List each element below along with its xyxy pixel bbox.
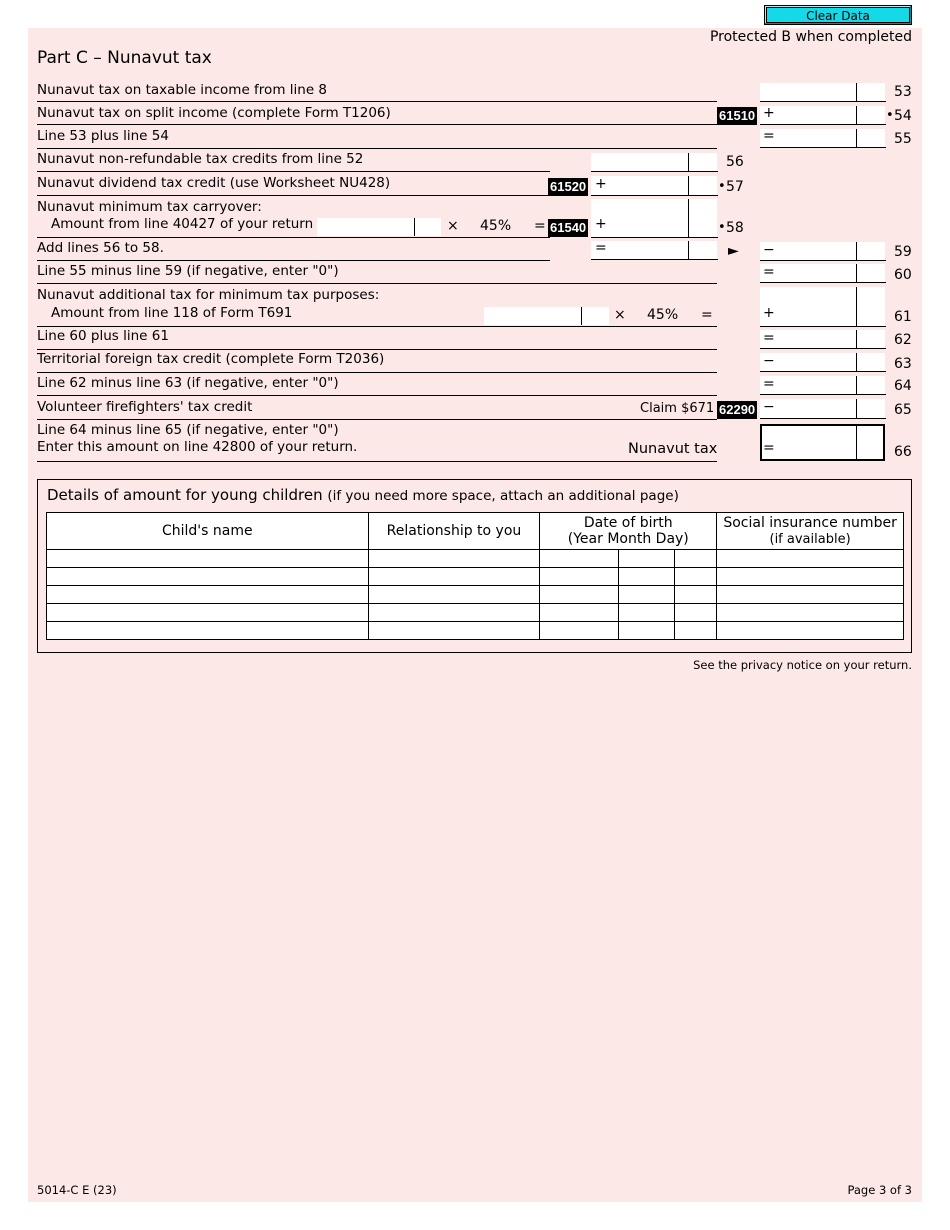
line-56-label: Nunavut non-refundable tax credits from line 52 [37, 151, 364, 167]
dob-year-cell[interactable] [540, 550, 619, 568]
line-57-label: Nunavut dividend tax credit (use Worksheet NU428) [37, 175, 391, 191]
line-54-field[interactable] [760, 106, 885, 124]
line-66-field[interactable] [760, 424, 885, 461]
line-64-op: = [763, 376, 775, 392]
line-55-label: Line 53 plus line 54 [37, 128, 169, 144]
child-name-cell[interactable] [47, 622, 369, 640]
line-66-label-2: Enter this amount on line 42800 of your return. [37, 439, 358, 455]
line-55-field[interactable] [760, 129, 885, 147]
line-64-field[interactable] [760, 376, 885, 394]
line-61-number: 61 [894, 309, 912, 325]
line-65-op: − [763, 399, 775, 415]
dob-year-cell[interactable] [540, 568, 619, 586]
line-58-op: + [595, 216, 607, 232]
line-54-code: 61510 [719, 108, 756, 123]
line-53-rule [37, 101, 717, 102]
line-65-number: 65 [894, 402, 912, 418]
young-children-table [46, 512, 904, 640]
line-61-op: + [763, 305, 775, 321]
line-62-op: = [763, 330, 775, 346]
line-62-field[interactable] [760, 330, 885, 348]
line-62-number: 62 [894, 332, 912, 348]
line-57-op: + [595, 176, 607, 192]
line-56-number: 56 [726, 154, 744, 170]
line-61-field[interactable] [760, 287, 885, 326]
line-58-label-1: Nunavut minimum tax carryover: [37, 199, 262, 215]
line-65-code: 62290 [719, 402, 756, 417]
young-children-section [37, 479, 912, 653]
line-63-field[interactable] [760, 353, 885, 371]
sin-cell[interactable] [717, 568, 904, 586]
dob-year-cell[interactable] [540, 586, 619, 604]
page-number: Page 3 of 3 [847, 1183, 912, 1197]
form-id: 5014-C E (23) [37, 1183, 117, 1197]
line-55-number: 55 [894, 131, 912, 147]
col-relationship: Relationship to you [368, 513, 540, 550]
line-61-label-1: Nunavut additional tax for minimum tax purposes: [37, 287, 380, 303]
line-60-field[interactable] [760, 264, 885, 282]
sin-cell[interactable] [717, 604, 904, 622]
col-sin: Social insurance number (if available) [717, 513, 904, 550]
dob-month-cell[interactable] [619, 550, 675, 568]
table-row [47, 586, 904, 604]
line-61-rate: 45% [647, 307, 679, 323]
line-59-number: 59 [894, 244, 912, 260]
col-childs-name: Child's name [47, 513, 369, 550]
table-row [47, 604, 904, 622]
clear-data-button[interactable]: Clear Data [764, 5, 912, 25]
dob-year-cell[interactable] [540, 604, 619, 622]
line-56-field[interactable] [591, 153, 717, 171]
line-59-subtotal-field[interactable] [591, 241, 717, 259]
line-65-label: Volunteer firefighters' tax credit [37, 399, 253, 415]
col-date-of-birth: Date of birth (Year Month Day) [540, 513, 717, 550]
line-59-op: − [763, 242, 775, 258]
line-54-dot: • [886, 108, 894, 123]
child-name-cell[interactable] [47, 550, 369, 568]
line-58-eq: = [534, 218, 546, 234]
line-58-label-2: Amount from line 40427 of your return [51, 216, 314, 232]
dob-month-cell[interactable] [619, 622, 675, 640]
line-60-label: Line 55 minus line 59 (if negative, enter "0") [37, 263, 339, 279]
dob-day-cell[interactable] [675, 550, 717, 568]
line-64-label: Line 62 minus line 63 (if negative, enter "0") [37, 375, 339, 391]
line-64-number: 64 [894, 378, 912, 394]
table-row [47, 622, 904, 640]
line-60-op: = [763, 264, 775, 280]
line-63-label: Territorial foreign tax credit (complete Form T2036) [37, 351, 385, 367]
line-54-number: 54 [894, 108, 912, 124]
line-53-field[interactable] [760, 83, 885, 101]
table-row [47, 550, 904, 568]
line-61-amount-field[interactable] [484, 307, 609, 325]
dob-month-cell[interactable] [619, 568, 675, 586]
line-58-amount-field[interactable] [317, 218, 441, 236]
relationship-cell[interactable] [368, 604, 540, 622]
relationship-cell[interactable] [368, 586, 540, 604]
line-61-times: × [614, 307, 626, 323]
line-57-code: 61520 [550, 179, 587, 194]
child-name-cell[interactable] [47, 604, 369, 622]
part-title: Part C – Nunavut tax [37, 48, 212, 68]
line-63-number: 63 [894, 356, 912, 372]
dob-day-cell[interactable] [675, 622, 717, 640]
nunavut-tax-label: Nunavut tax [628, 441, 718, 457]
line-66-label-1: Line 64 minus line 65 (if negative, enter "0") [37, 422, 339, 438]
line-59-eq: = [595, 240, 607, 256]
sin-cell[interactable] [717, 586, 904, 604]
line-58-number: 58 [726, 220, 744, 236]
dob-day-cell[interactable] [675, 586, 717, 604]
child-name-cell[interactable] [47, 586, 369, 604]
line-62-label: Line 60 plus line 61 [37, 328, 169, 344]
dob-day-cell[interactable] [675, 568, 717, 586]
line-57-number: 57 [726, 179, 744, 195]
child-name-cell[interactable] [47, 568, 369, 586]
line-57-field[interactable] [591, 176, 717, 195]
relationship-cell[interactable] [368, 550, 540, 568]
line-53-number: 53 [894, 84, 912, 100]
dob-year-cell[interactable] [540, 622, 619, 640]
line-65-field[interactable] [760, 399, 885, 418]
line-60-number: 60 [894, 267, 912, 283]
line-59-field[interactable] [760, 242, 885, 260]
line-55-op: = [763, 128, 775, 144]
relationship-cell[interactable] [368, 622, 540, 640]
line-66-number: 66 [894, 444, 912, 460]
relationship-cell[interactable] [368, 568, 540, 586]
table-row [47, 568, 904, 586]
line-65-claim: Claim $671 [640, 401, 715, 416]
line-58-code: 61540 [550, 220, 587, 235]
line-61-eq: = [701, 307, 713, 323]
line-54-op: + [763, 105, 775, 121]
sin-cell[interactable] [717, 550, 904, 568]
line-63-op: − [763, 353, 775, 369]
line-66-op: = [763, 440, 775, 456]
line-58-field[interactable] [591, 199, 717, 237]
table-header-row [47, 513, 904, 550]
young-children-title: Details of amount for young children (if you need more space, attach an additional page) [47, 486, 679, 504]
dob-day-cell[interactable] [675, 604, 717, 622]
dob-month-cell[interactable] [619, 586, 675, 604]
line-59-label: Add lines 56 to 58. [37, 240, 164, 256]
line-58-times: × [447, 218, 459, 234]
line-53-label: Nunavut tax on taxable income from line 8 [37, 82, 327, 98]
line-61-label-2: Amount from line 118 of Form T691 [51, 305, 293, 321]
arrow-icon: ► [728, 243, 739, 259]
dob-month-cell[interactable] [619, 604, 675, 622]
sin-cell[interactable] [717, 622, 904, 640]
line-58-rate: 45% [480, 218, 512, 234]
protected-notice: Protected B when completed [709, 29, 912, 45]
line-54-label: Nunavut tax on split income (complete Form T1206) [37, 105, 391, 121]
privacy-notice: See the privacy notice on your return. [693, 658, 912, 672]
